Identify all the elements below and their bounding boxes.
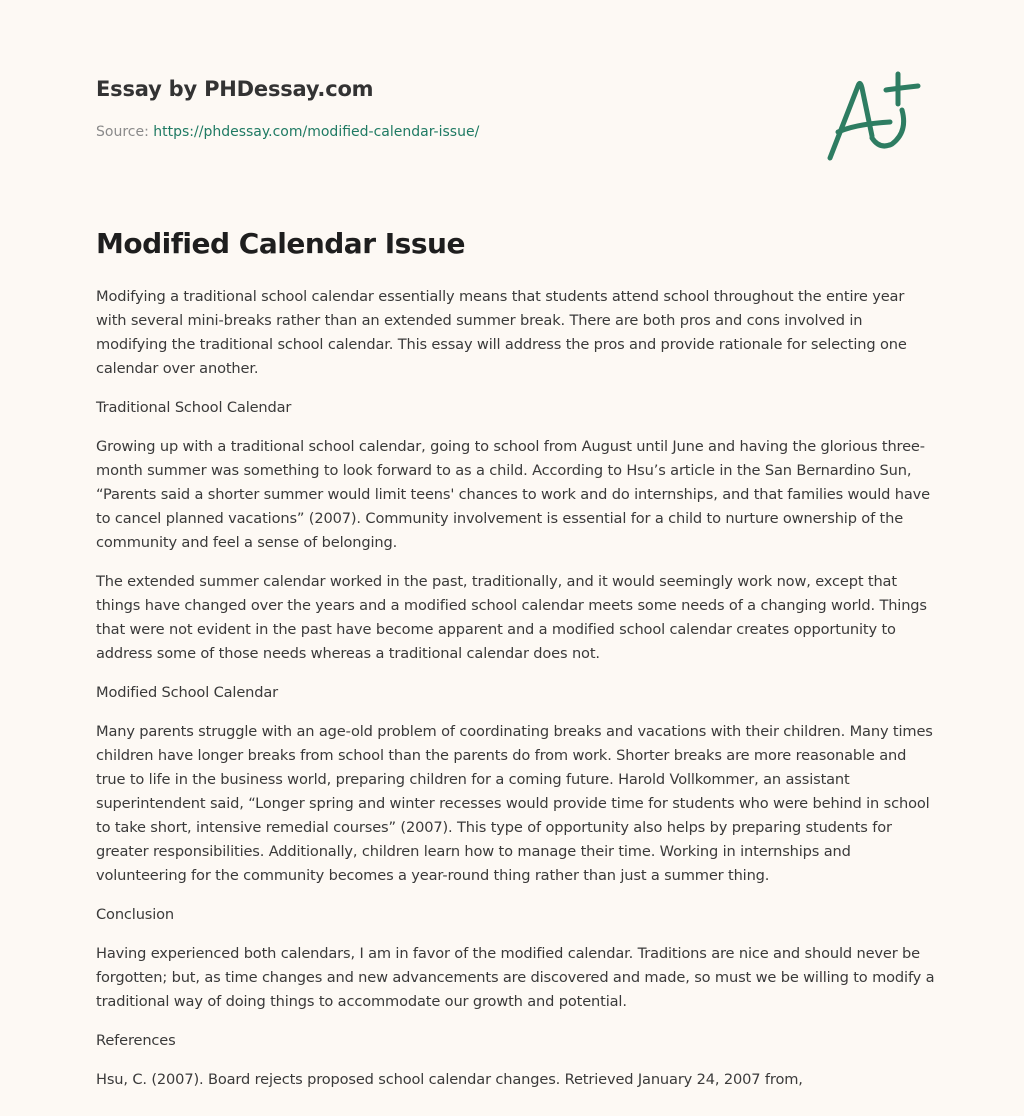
page-header bbox=[96, 74, 796, 142]
source-link[interactable]: https://phdessay.com/modified-calendar-issue/ bbox=[153, 124, 480, 140]
source-line bbox=[96, 122, 796, 142]
article-title: Modified Calendar Issue bbox=[96, 227, 465, 260]
section-heading-references: References bbox=[96, 1032, 176, 1049]
section-heading-modified: Modified School Calendar bbox=[96, 684, 279, 701]
a-plus-logo-icon bbox=[820, 66, 930, 166]
source-label: Source: bbox=[96, 124, 149, 140]
reference-item: Hsu, C. (2007). Board rejects proposed school calendar changes. Retrieved January 24, 2007 from, bbox=[96, 1071, 803, 1088]
paragraph-intro: Modifying a traditional school calendar essentially means that students attend school throughout the entire year with several mini-breaks rather than an extended summer break. There are both pros and cons involved in modifying the traditional school calendar. This essay will address the pros and provide rationale for selecting one calendar over another. bbox=[96, 288, 907, 377]
section-heading-conclusion: Conclusion bbox=[96, 906, 175, 923]
paragraph-traditional-1: Growing up with a traditional school calendar, going to school from August until June and having the glorious three-month summer was something to look forward to as a child. According to Hsu’s article in the San Bernardino Sun, “Parents said a shorter summer would limit teens' chances to work and do internships, and that families would have to cancel planned vacations” (2007). Community involvement is essential for a child to nurture ownership of the community and feel a sense of belonging. bbox=[96, 438, 930, 551]
site-title: Essay by PHDessay.com bbox=[96, 77, 374, 101]
paragraph-traditional-2: The extended summer calendar worked in the past, traditionally, and it would seemingly work now, except that things have changed over the years and a modified school calendar meets some needs of a changing world. Things that were not evident in the past have become apparent and a modified school calendar creates opportunity to address some of those needs whereas a traditional calendar does not. bbox=[96, 573, 927, 662]
paragraph-conclusion: Having experienced both calendars, I am in favor of the modified calendar. Traditions are nice and should never be forgotten; but, as time changes and new advancements are discovered and made, so must we be willing to modify a traditional way of doing things to accommodate our growth and potential. bbox=[96, 945, 935, 1010]
paragraph-modified: Many parents struggle with an age-old problem of coordinating breaks and vacations with their children. Many times children have longer breaks from school than the parents do from work. Shorter breaks are more reasonable and true to life in the business world, preparing children for a coming future. Harold Vollkommer, an assistant superintendent said, “Longer spring and winter recesses would provide time for students who were behind in school to take short, intensive remedial courses” (2007). This type of opportunity also helps by preparing students for greater responsibilities. Additionally, children learn how to manage their time. Working in internships and volunteering for the community becomes a year-round thing rather than just a summer thing. bbox=[96, 723, 933, 884]
section-heading-traditional: Traditional School Calendar bbox=[96, 399, 292, 416]
article-body bbox=[96, 285, 936, 1107]
